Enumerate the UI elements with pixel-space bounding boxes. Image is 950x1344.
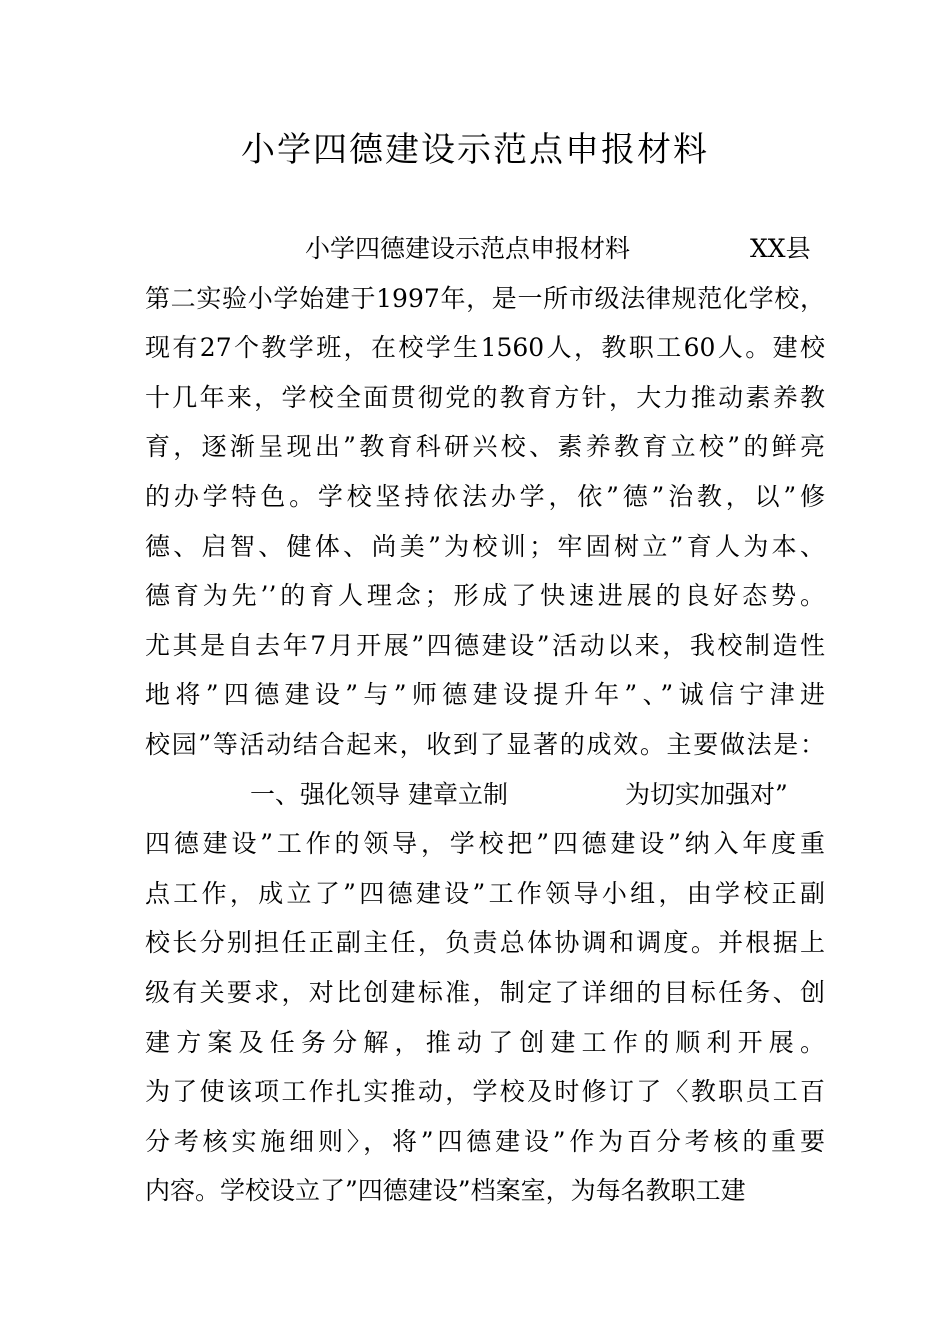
body-line: 点工作，成立了”四德建设”工作领导小组，由学校正副 xyxy=(145,878,825,908)
body-line xyxy=(145,770,825,820)
body-line: 德育为先’’的育人理念；形成了快速进展的良好态势。 xyxy=(145,581,825,611)
body-line: 德、启智、健体、尚美”为校训；牢固树立”育人为本、 xyxy=(145,531,825,561)
body-line: 建方案及任务分解，推动了创建工作的顺利开展。 xyxy=(145,1027,825,1057)
document-body xyxy=(145,224,825,1216)
line-text: 一、强化领导 建章立制 xyxy=(250,779,508,809)
body-line: 为了使该项工作扎实推动，学校及时修订了〈教职员工百 xyxy=(145,1077,825,1107)
line-text: 小学四德建设示范点申报材料 xyxy=(305,234,631,263)
body-line: 十几年来，学校全面贯彻党的教育方针，大力推动素养教 xyxy=(145,382,825,412)
body-line: 内容。学校设立了”四德建设”档案室，为每名教职工建 xyxy=(145,1176,746,1206)
body-line: 第二实验小学始建于1997年，是一所市级法律规范化学校， xyxy=(145,283,825,313)
body-line: 育，逐渐呈现出”教育科研兴校、素养教育立校”的鲜亮 xyxy=(145,432,825,462)
body-line: 现有27个教学班，在校学生1560人，教职工60人。建校 xyxy=(145,333,825,363)
body-line: 校长分别担任正副主任，负责总体协调和调度。并根据上 xyxy=(145,928,825,958)
body-line: 校园”等活动结合起来，收到了显著的成效。主要做法是： xyxy=(145,729,825,759)
body-line: 的办学特色。学校坚持依法办学，依”德”治教，以”修 xyxy=(145,481,825,511)
line-tail-text: 为切实加强对” xyxy=(625,779,788,809)
document-title: 小学四德建设示范点申报材料 xyxy=(241,130,709,170)
body-line: 级有关要求，对比创建标准，制定了详细的目标任务、创 xyxy=(145,977,825,1007)
body-line: 尤其是自去年7月开展”四德建设”活动以来，我校制造性 xyxy=(145,630,825,660)
body-line: 四德建设”工作的领导，学校把”四德建设”纳入年度重 xyxy=(145,829,825,859)
body-line: 地将”四德建设”与”师德建设提升年”、”诚信宁津进 xyxy=(145,680,825,710)
body-line: 分考核实施细则〉，将”四德建设”作为百分考核的重要 xyxy=(145,1126,825,1156)
body-line xyxy=(145,224,825,274)
line-tail-text: XX县 xyxy=(750,234,811,263)
